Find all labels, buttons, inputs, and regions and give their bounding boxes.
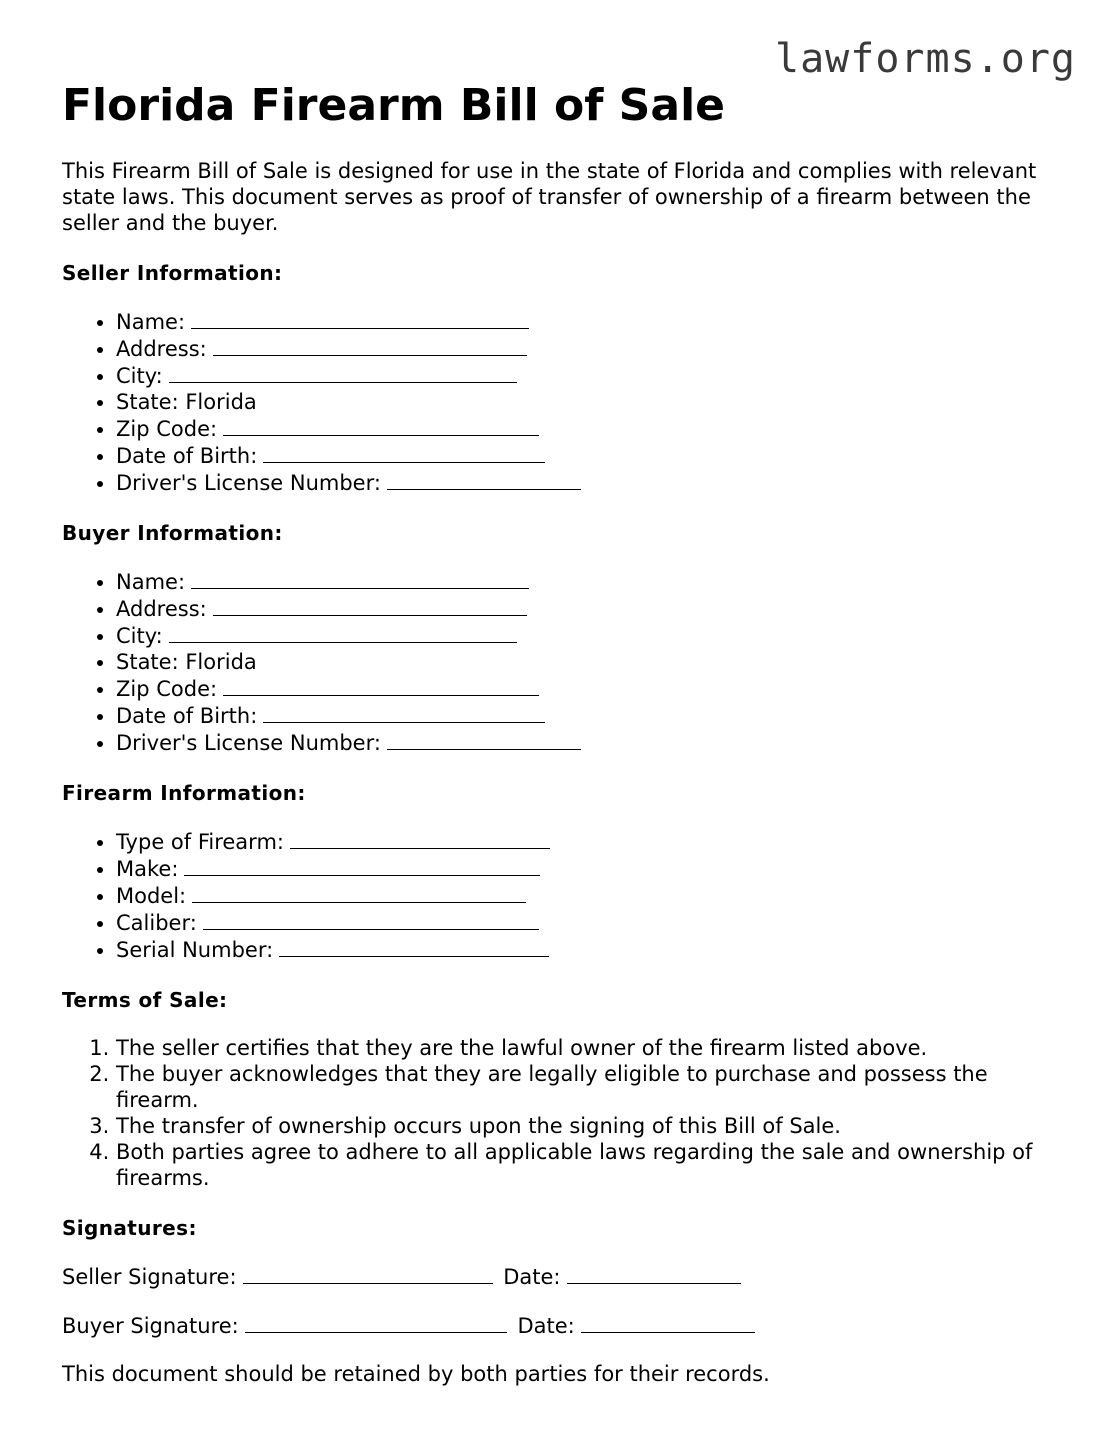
buyer-city-item: • City: xyxy=(116,622,1052,649)
buyer-name-blank[interactable] xyxy=(191,568,529,589)
buyer-dob-item: • Date of Birth: xyxy=(116,702,1052,729)
firearm-heading: Firearm Information: xyxy=(62,781,306,805)
buyer-signature-blank[interactable] xyxy=(245,1312,507,1333)
seller-heading: Seller Information: xyxy=(62,261,283,285)
document-page xyxy=(62,78,1052,1387)
firearm-caliber-blank[interactable] xyxy=(203,909,539,930)
seller-state-item: • State: Florida xyxy=(116,389,1052,415)
terms-list xyxy=(62,1035,1052,1191)
firearm-serial-item: • Serial Number: xyxy=(116,936,1052,963)
firearm-caliber-item: • Caliber: xyxy=(116,909,1052,936)
firearm-field-list xyxy=(62,828,1052,963)
buyer-state-item: • State: Florida xyxy=(116,649,1052,675)
term-item: 2. The buyer acknowledges that they are legally eligible to purchase and possess the firearm. xyxy=(116,1061,1052,1113)
buyer-name-item: • Name: xyxy=(116,568,1052,595)
seller-license-item: • Driver's License Number: xyxy=(116,469,1052,496)
closing-note: This document should be retained by both parties for their records. xyxy=(62,1362,770,1386)
intro-paragraph: This Firearm Bill of Sale is designed for use in the state of Florida and complies with relevant state laws. This document serves as proof of transfer of ownership of a firearm between the seller and the buyer. xyxy=(62,159,1037,235)
firearm-serial-blank[interactable] xyxy=(279,936,549,957)
firearm-model-blank[interactable] xyxy=(192,882,526,903)
buyer-license-item: • Driver's License Number: xyxy=(116,729,1052,756)
seller-name-blank[interactable] xyxy=(191,308,529,329)
firearm-make-blank[interactable] xyxy=(184,855,540,876)
seller-dob-blank[interactable] xyxy=(263,442,545,463)
buyer-address-item: • Address: xyxy=(116,595,1052,622)
buyer-zip-item: • Zip Code: xyxy=(116,675,1052,702)
firearm-model-item: • Model: xyxy=(116,882,1052,909)
seller-address-item: • Address: xyxy=(116,335,1052,362)
term-item: 1. The seller certifies that they are the lawful owner of the firearm listed above. xyxy=(116,1035,1052,1061)
seller-zip-blank[interactable] xyxy=(223,415,539,436)
buyer-zip-blank[interactable] xyxy=(223,675,539,696)
seller-field-list xyxy=(62,308,1052,496)
buyer-dob-blank[interactable] xyxy=(263,702,545,723)
seller-name-item: • Name: xyxy=(116,308,1052,335)
seller-signature-blank[interactable] xyxy=(243,1263,493,1284)
firearm-type-blank[interactable] xyxy=(290,828,550,849)
buyer-date-blank[interactable] xyxy=(581,1312,755,1333)
seller-license-blank[interactable] xyxy=(387,469,581,490)
page-title: Florida Firearm Bill of Sale xyxy=(62,80,725,131)
buyer-field-list xyxy=(62,568,1052,756)
firearm-make-item: • Make: xyxy=(116,855,1052,882)
buyer-signature-line: Buyer Signature: Date: xyxy=(62,1312,1052,1339)
buyer-license-blank[interactable] xyxy=(387,729,581,750)
seller-zip-item: • Zip Code: xyxy=(116,415,1052,442)
seller-city-blank[interactable] xyxy=(169,362,517,383)
signatures-heading: Signatures: xyxy=(62,1216,197,1240)
term-item: 4. Both parties agree to adhere to all applicable laws regarding the sale and ownership of firearms. xyxy=(116,1139,1052,1191)
seller-date-blank[interactable] xyxy=(567,1263,741,1284)
seller-dob-item: • Date of Birth: xyxy=(116,442,1052,469)
firearm-type-item: • Type of Firearm: xyxy=(116,828,1052,855)
seller-city-item: • City: xyxy=(116,362,1052,389)
terms-heading: Terms of Sale: xyxy=(62,988,228,1012)
buyer-heading: Buyer Information: xyxy=(62,521,283,545)
buyer-address-blank[interactable] xyxy=(213,595,527,616)
buyer-city-blank[interactable] xyxy=(169,622,517,643)
term-item: 3. The transfer of ownership occurs upon the signing of this Bill of Sale. xyxy=(116,1113,1052,1139)
watermark: lawforms.org xyxy=(775,36,1076,82)
seller-address-blank[interactable] xyxy=(213,335,527,356)
seller-signature-line: Seller Signature: Date: xyxy=(62,1263,1052,1290)
